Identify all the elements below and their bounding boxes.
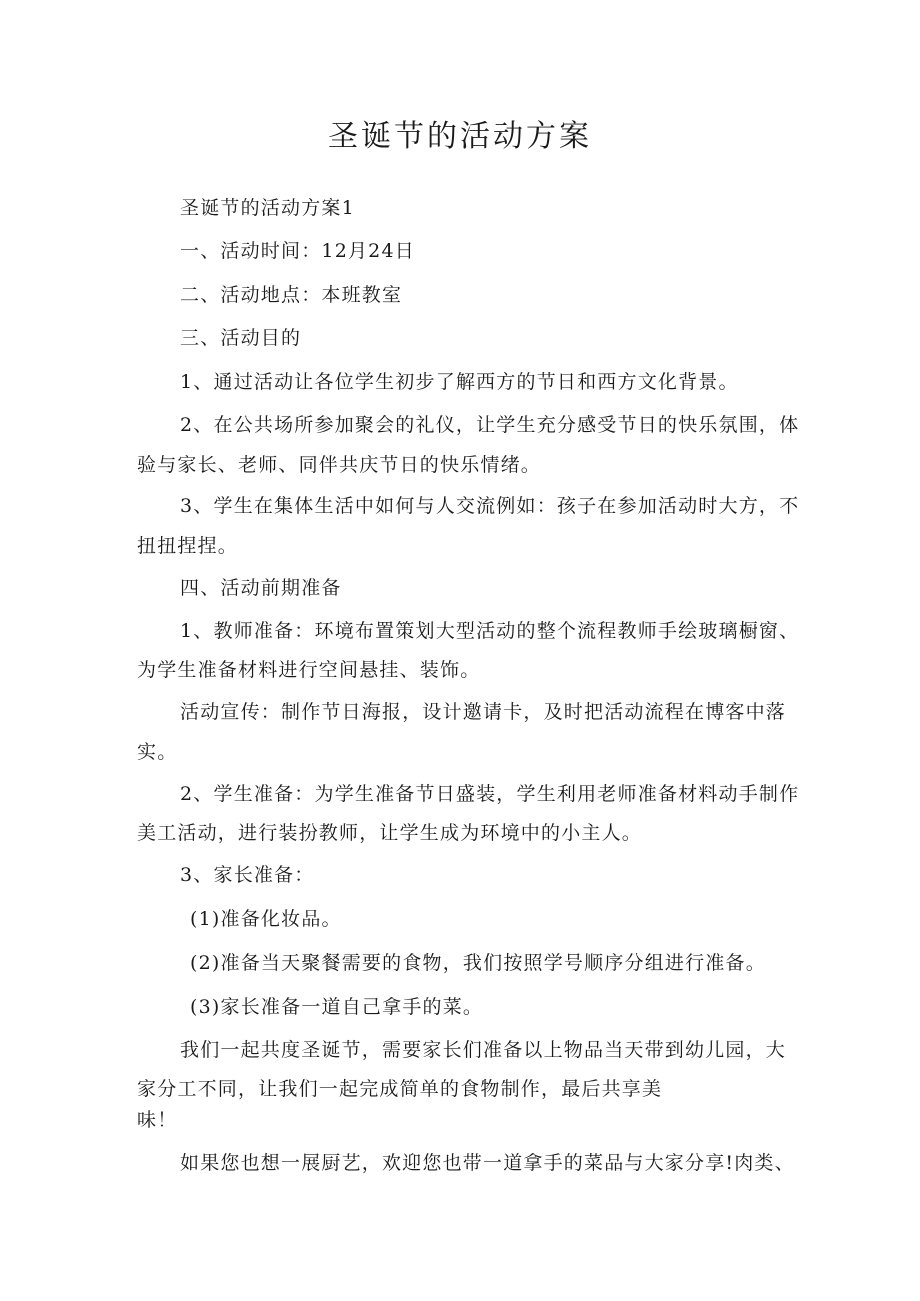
purpose-item-3-line-1: 3、学生在集体生活中如何与人交流例如：孩子在参加活动时大方，不	[180, 495, 800, 517]
activity-place: 二、活动地点：本班教室	[180, 284, 403, 306]
prep-item-3: 3、家长准备：	[180, 864, 315, 886]
page-title: 圣诞节的活动方案	[328, 119, 592, 154]
prep-item-2-line-2: 美工活动，进行装扮教师，让学生成为环境中的小主人。	[137, 822, 643, 844]
prep-item-3-sub-2: (2)准备当天聚餐需要的食物，我们按照学号顺序分组进行准备。	[190, 952, 766, 974]
together-line-1: 我们一起共度圣诞节，需要家长们准备以上物品当天带到幼儿园，大	[180, 1039, 787, 1061]
prep-item-3-sub-1: (1)准备化妆品。	[190, 908, 342, 930]
promotion-line-2: 实。	[137, 741, 178, 763]
purpose-item-2-line-1: 2、在公共场所参加聚会的礼仪，让学生充分感受节日的快乐氛围，体	[180, 414, 800, 436]
prep-item-1-line-2: 为学生准备材料进行空间悬挂、装饰。	[137, 659, 481, 681]
prep-heading: 四、活动前期准备	[180, 577, 342, 599]
prep-item-1-line-1: 1、教师准备：环境布置策划大型活动的整个流程教师手绘玻璃橱窗、	[180, 620, 800, 642]
prep-item-2-line-1: 2、学生准备：为学生准备节日盛装，学生利用老师准备材料动手制作	[180, 783, 800, 805]
purpose-item-2-line-2: 验与家长、老师、同伴共庆节日的快乐情绪。	[137, 454, 542, 476]
together-line-2: 家分工不同，让我们一起完成简单的食物制作，最后共享美	[137, 1078, 663, 1100]
purpose-item-1: 1、通过活动让各位学生初步了解西方的节日和西方文化背景。	[180, 371, 739, 393]
activity-time: 一、活动时间：12月24日	[180, 240, 415, 262]
purpose-heading: 三、活动目的	[180, 327, 302, 349]
purpose-item-3-line-2: 扭扭捏捏。	[137, 535, 239, 557]
promotion-line-1: 活动宣传：制作节日海报，设计邀请卡，及时把活动流程在博客中落	[180, 701, 787, 723]
invite-line-1: 如果您也想一展厨艺，欢迎您也带一道拿手的菜品与大家分享!肉类、	[180, 1152, 795, 1174]
together-line-3: 味！	[137, 1109, 178, 1131]
prep-item-3-sub-3: (3)家长准备一道自己拿手的菜。	[190, 996, 484, 1018]
section-subtitle: 圣诞节的活动方案1	[180, 197, 355, 219]
